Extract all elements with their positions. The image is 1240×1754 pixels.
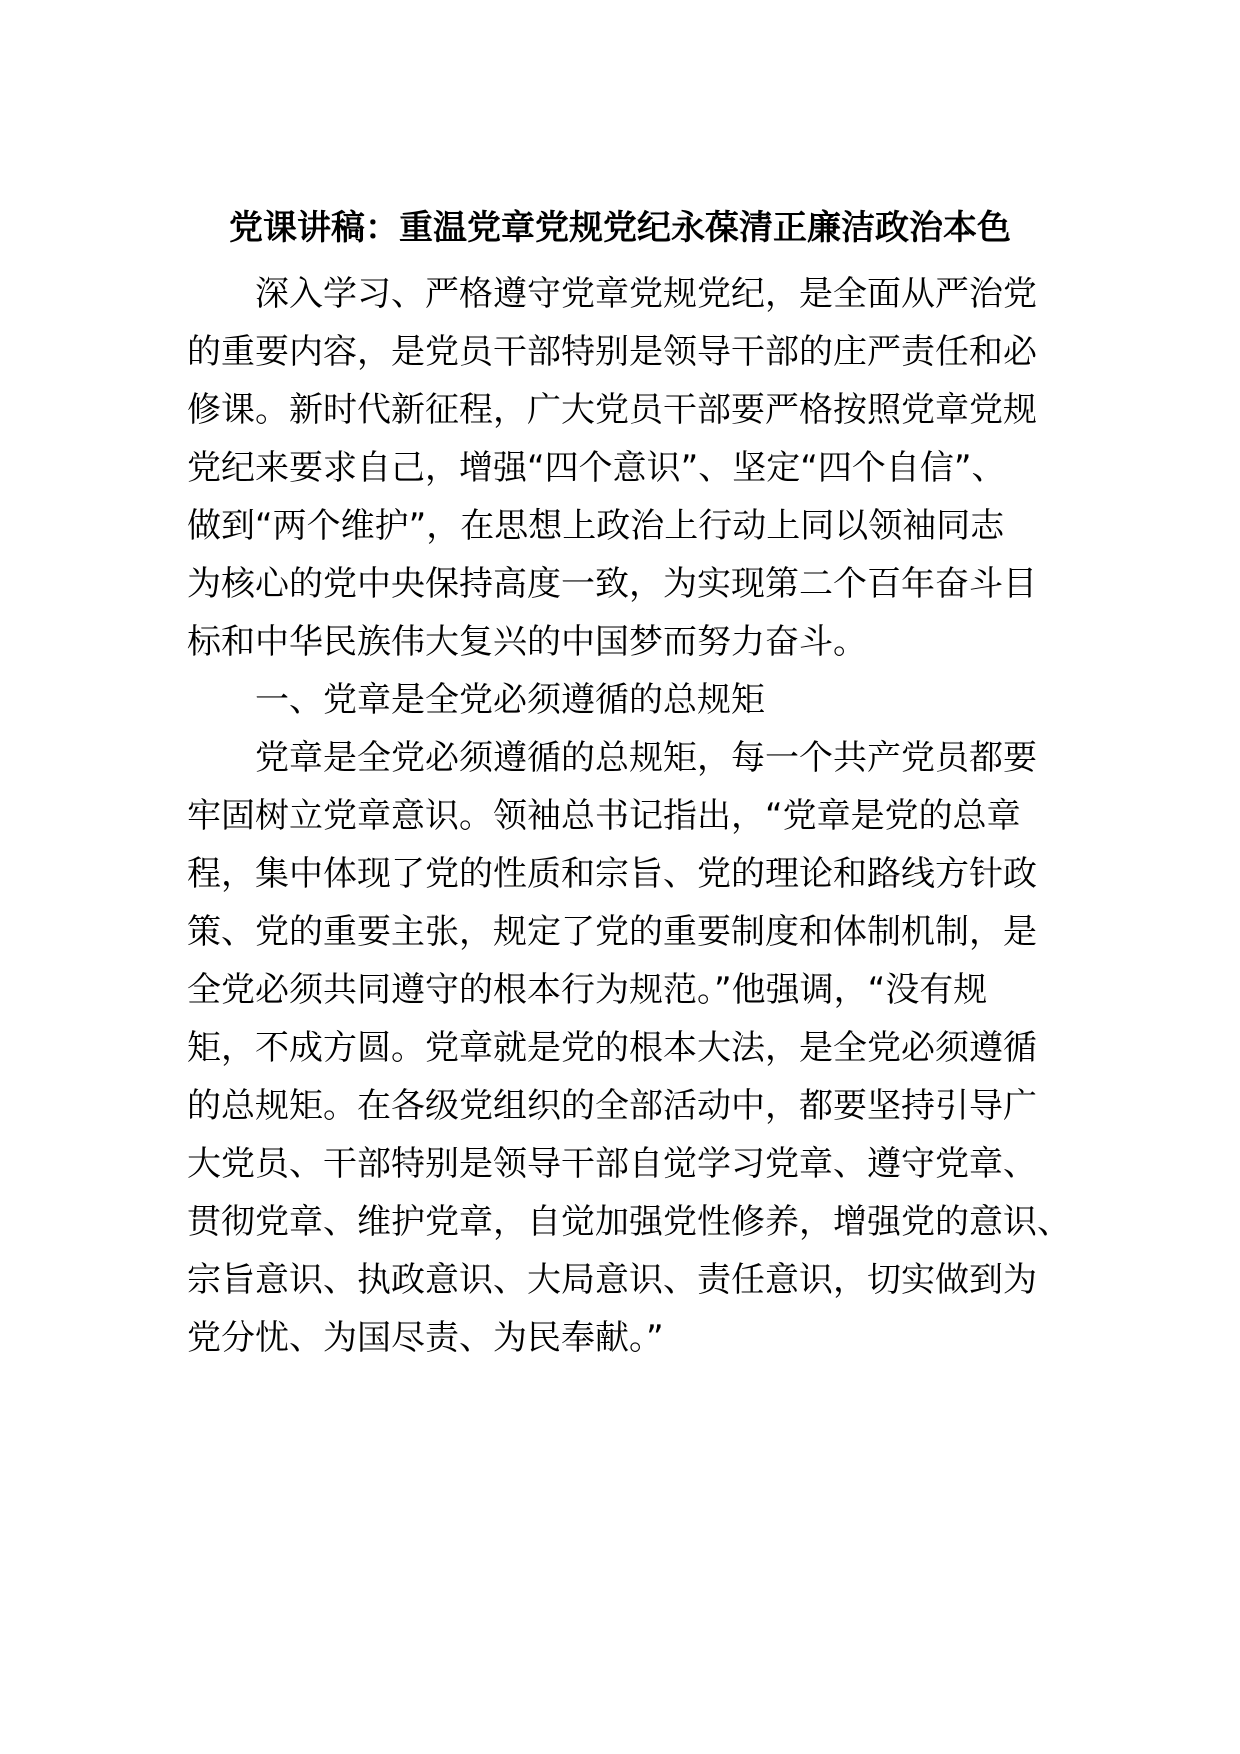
paragraph-line: 大党员、干部特别是领导干部自觉学习党章、遵守党章、 bbox=[187, 1144, 1037, 1184]
paragraph-line: 做到“两个维护”，在思想上政治上行动上同以领袖同志 bbox=[187, 506, 1005, 546]
paragraph-line: 深入学习、严格遵守党章党规党纪，是全面从严治党 bbox=[255, 274, 1037, 314]
paragraph-line: 的重要内容，是党员干部特别是领导干部的庄严责任和必 bbox=[187, 332, 1037, 372]
paragraph-line: 全党必须共同遵守的根本行为规范。”他强调，“没有规 bbox=[187, 970, 988, 1010]
paragraph-line: 党章是全党必须遵循的总规矩，每一个共产党员都要 bbox=[255, 738, 1037, 778]
paragraph-line: 的总规矩。在各级党组织的全部活动中，都要坚持引导广 bbox=[187, 1086, 1037, 1126]
paragraph-line: 程，集中体现了党的性质和宗旨、党的理论和路线方针政 bbox=[187, 854, 1037, 894]
paragraph-line: 贯彻党章、维护党章，自觉加强党性修养，增强党的意识、 bbox=[187, 1202, 1071, 1242]
paragraph-line: 党分忧、为国尽责、为民奉献。” bbox=[187, 1318, 664, 1358]
paragraph-line: 矩，不成方圆。党章就是党的根本大法，是全党必须遵循 bbox=[187, 1028, 1037, 1068]
paragraph-line: 修课。新时代新征程，广大党员干部要严格按照党章党规 bbox=[187, 390, 1037, 430]
paragraph-line: 牢固树立党章意识。领袖总书记指出，“党章是党的总章 bbox=[187, 796, 1021, 836]
paragraph-line: 标和中华民族伟大复兴的中国梦而努力奋斗。 bbox=[187, 622, 867, 662]
paragraph-line: 策、党的重要主张，规定了党的重要制度和体制机制，是 bbox=[187, 912, 1037, 952]
paragraph-line: 党纪来要求自己，增强“四个意识”、坚定“四个自信”、 bbox=[187, 448, 1006, 488]
paragraph-line: 为核心的党中央保持高度一致，为实现第二个百年奋斗目 bbox=[187, 564, 1037, 604]
paragraph-line: 宗旨意识、执政意识、大局意识、责任意识，切实做到为 bbox=[187, 1260, 1037, 1300]
document-title: 党课讲稿：重温党章党规党纪永葆清正廉洁政治本色 bbox=[229, 208, 1011, 248]
section-heading: 一、党章是全党必须遵循的总规矩 bbox=[255, 680, 765, 720]
